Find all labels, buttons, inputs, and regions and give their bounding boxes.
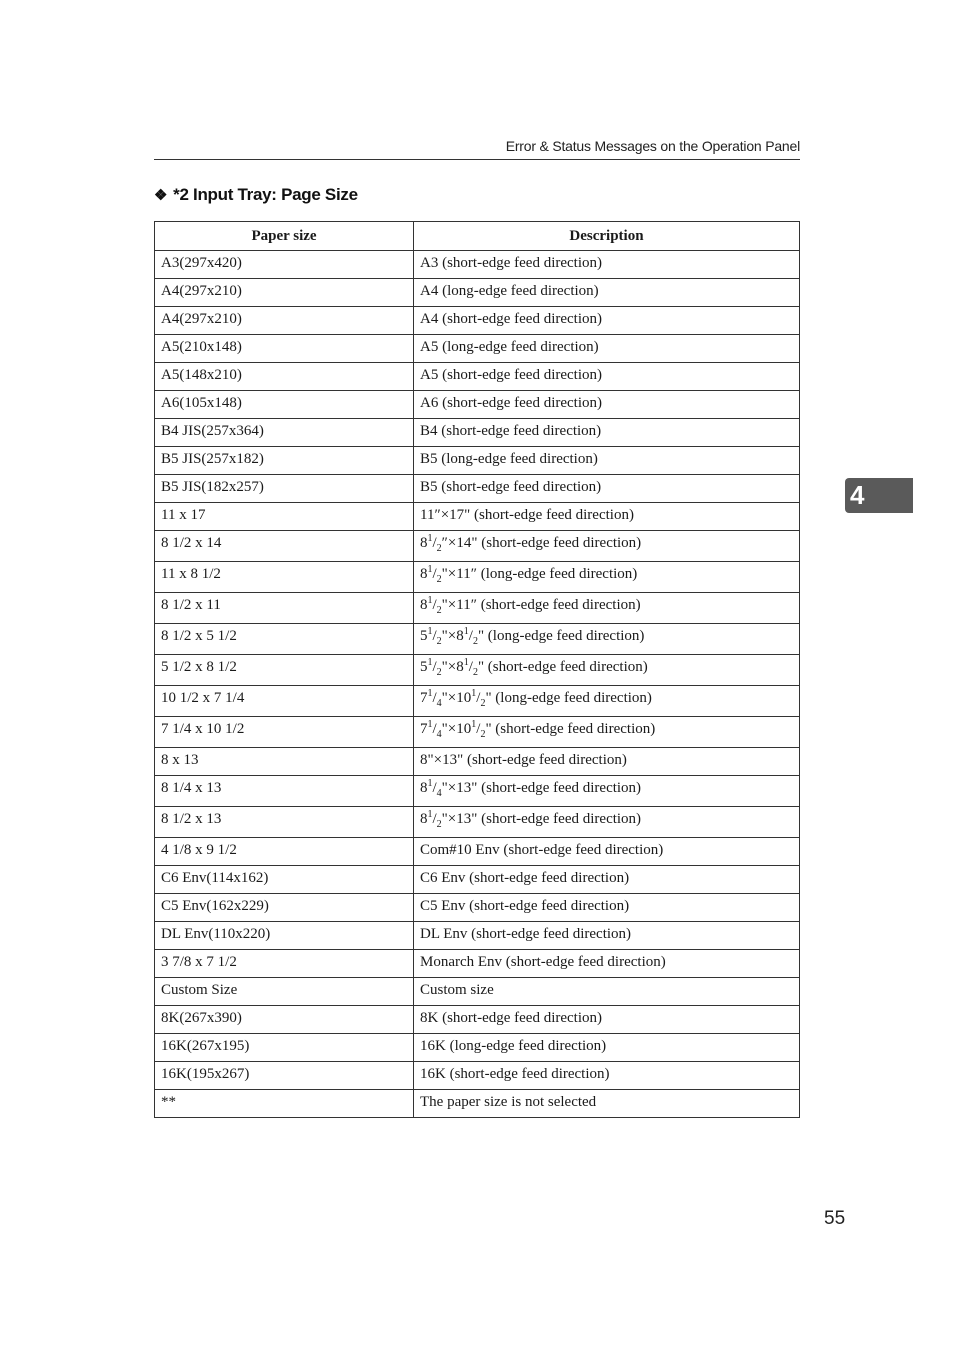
paper-size-cell: A4(297x210) xyxy=(155,279,414,307)
description-cell: The paper size is not selected xyxy=(414,1090,800,1118)
paper-size-table xyxy=(154,221,800,1118)
paper-size-cell: 8 1/2 x 5 1/2 xyxy=(155,624,414,655)
fraction-numerator: 1 xyxy=(427,533,433,544)
description-cell: B5 (short-edge feed direction) xyxy=(414,475,800,503)
description-cell: C5 Env (short-edge feed direction) xyxy=(414,894,800,922)
paper-size-cell: 8 x 13 xyxy=(155,748,414,776)
description-cell: C6 Env (short-edge feed direction) xyxy=(414,866,800,894)
fraction-denominator: 2 xyxy=(436,819,442,830)
paper-size-cell: Custom Size xyxy=(155,978,414,1006)
paper-size-cell: 10 1/2 x 7 1/4 xyxy=(155,686,414,717)
fraction-whole: 8 xyxy=(420,597,428,613)
fraction-denominator: 2 xyxy=(480,698,486,709)
column-header-paper-size: Paper size xyxy=(155,222,414,251)
table-row xyxy=(155,503,800,531)
table-row xyxy=(155,251,800,279)
fraction-denominator: 2 xyxy=(472,636,478,647)
paper-size-cell: 8 1/2 x 14 xyxy=(155,531,414,562)
description-text: " (short-edge feed direction) xyxy=(485,721,656,737)
description-cell: A5 (short-edge feed direction) xyxy=(414,363,800,391)
table-row xyxy=(155,866,800,894)
table-row xyxy=(155,1062,800,1090)
description-cell: 8"×13" (short-edge feed direction) xyxy=(414,748,800,776)
fraction-slash: / xyxy=(432,811,437,827)
fraction-slash: / xyxy=(432,566,437,582)
paper-size-cell: ** xyxy=(155,1090,414,1118)
description-cell: A4 (short-edge feed direction) xyxy=(414,307,800,335)
description-text: ″×14" (short-edge feed direction) xyxy=(441,535,642,551)
fraction-numerator: 1 xyxy=(463,626,469,637)
description-cell xyxy=(414,624,800,655)
diamond-bullet-icon: ❖ xyxy=(154,187,168,204)
table-row xyxy=(155,838,800,866)
paper-size-cell: 8 1/2 x 13 xyxy=(155,807,414,838)
fraction-numerator: 1 xyxy=(427,626,433,637)
fraction-slash: / xyxy=(432,780,437,796)
fraction-denominator: 2 xyxy=(436,574,442,585)
fraction-slash: / xyxy=(476,721,481,737)
table-row xyxy=(155,686,800,717)
table-header-row xyxy=(155,222,800,251)
description-cell xyxy=(414,655,800,686)
description-cell xyxy=(414,562,800,593)
paper-size-cell: A6(105x148) xyxy=(155,391,414,419)
table-row xyxy=(155,624,800,655)
paper-size-cell: A5(210x148) xyxy=(155,335,414,363)
fraction-slash: / xyxy=(468,628,473,644)
description-cell xyxy=(414,531,800,562)
paper-size-cell: A5(148x210) xyxy=(155,363,414,391)
table-row xyxy=(155,922,800,950)
description-text: "×11″ (long-edge feed direction) xyxy=(441,566,638,582)
table-row xyxy=(155,307,800,335)
page-number: 55 xyxy=(824,1208,846,1229)
fraction-slash: / xyxy=(432,659,437,675)
fraction-slash: / xyxy=(432,628,437,644)
fraction-slash: / xyxy=(432,535,437,551)
paper-size-cell: B5 JIS(257x182) xyxy=(155,447,414,475)
fraction-whole: 8 xyxy=(420,566,428,582)
fraction-whole: 7 xyxy=(420,690,428,706)
paper-size-cell: 3 7/8 x 7 1/2 xyxy=(155,950,414,978)
fraction-slash: / xyxy=(432,690,437,706)
fraction-slash: / xyxy=(432,597,437,613)
fraction-denominator: 2 xyxy=(436,667,442,678)
description-cell: A6 (short-edge feed direction) xyxy=(414,391,800,419)
description-cell: A4 (long-edge feed direction) xyxy=(414,279,800,307)
table-row xyxy=(155,776,800,807)
fraction-slash: / xyxy=(468,659,473,675)
description-cell xyxy=(414,776,800,807)
description-text: " (short-edge feed direction) xyxy=(477,659,648,675)
table-row xyxy=(155,1034,800,1062)
paper-size-cell: C6 Env(114x162) xyxy=(155,866,414,894)
paper-size-cell: B5 JIS(182x257) xyxy=(155,475,414,503)
column-header-description: Description xyxy=(414,222,800,251)
description-text: "×13" (short-edge feed direction) xyxy=(441,811,642,827)
description-text: "×11″ (short-edge feed direction) xyxy=(441,597,641,613)
fraction-numerator: 1 xyxy=(427,657,433,668)
paper-size-cell: 16K(267x195) xyxy=(155,1034,414,1062)
fraction-denominator: 2 xyxy=(436,543,442,554)
paper-size-cell: A4(297x210) xyxy=(155,307,414,335)
table-row xyxy=(155,807,800,838)
table-row xyxy=(155,1006,800,1034)
table-row xyxy=(155,335,800,363)
fraction-denominator: 4 xyxy=(436,788,442,799)
paper-size-cell: DL Env(110x220) xyxy=(155,922,414,950)
section-title: *2 Input Tray: Page Size xyxy=(173,185,358,204)
fraction-whole: 8 xyxy=(420,780,428,796)
fraction-denominator: 2 xyxy=(436,636,442,647)
table-row xyxy=(155,562,800,593)
fraction-numerator: 1 xyxy=(471,688,477,699)
table-row xyxy=(155,950,800,978)
paper-size-cell: 8K(267x390) xyxy=(155,1006,414,1034)
paper-size-cell: 11 x 17 xyxy=(155,503,414,531)
section-heading xyxy=(154,185,358,205)
description-cell: A5 (long-edge feed direction) xyxy=(414,335,800,363)
table-row xyxy=(155,447,800,475)
fraction-slash: / xyxy=(432,721,437,737)
description-cell: 16K (long-edge feed direction) xyxy=(414,1034,800,1062)
description-text: " (long-edge feed direction) xyxy=(477,628,645,644)
paper-size-cell: C5 Env(162x229) xyxy=(155,894,414,922)
fraction-numerator: 1 xyxy=(427,719,433,730)
header-rule xyxy=(154,159,800,160)
table-row xyxy=(155,531,800,562)
description-text: "×13" (short-edge feed direction) xyxy=(441,780,642,796)
description-cell xyxy=(414,807,800,838)
table-row xyxy=(155,978,800,1006)
fraction-numerator: 1 xyxy=(471,719,477,730)
fraction-numerator: 1 xyxy=(427,778,433,789)
fraction-whole: 8 xyxy=(420,811,428,827)
fraction-numerator: 1 xyxy=(427,688,433,699)
table-row xyxy=(155,475,800,503)
fraction-denominator: 2 xyxy=(436,605,442,616)
paper-size-cell: 5 1/2 x 8 1/2 xyxy=(155,655,414,686)
fraction-whole: "×8 xyxy=(441,659,464,675)
chapter-tab: 4 xyxy=(845,478,913,513)
description-cell: Custom size xyxy=(414,978,800,1006)
fraction-slash: / xyxy=(476,690,481,706)
description-cell xyxy=(414,717,800,748)
paper-size-cell: 16K(195x267) xyxy=(155,1062,414,1090)
fraction-denominator: 2 xyxy=(480,729,486,740)
table-row xyxy=(155,655,800,686)
fraction-denominator: 4 xyxy=(436,698,442,709)
paper-size-cell: A3(297x420) xyxy=(155,251,414,279)
table-row xyxy=(155,593,800,624)
description-cell: A3 (short-edge feed direction) xyxy=(414,251,800,279)
fraction-numerator: 1 xyxy=(427,564,433,575)
fraction-denominator: 4 xyxy=(436,729,442,740)
table-row xyxy=(155,363,800,391)
description-cell: Com#10 Env (short-edge feed direction) xyxy=(414,838,800,866)
description-cell: B5 (long-edge feed direction) xyxy=(414,447,800,475)
paper-size-cell: 7 1/4 x 10 1/2 xyxy=(155,717,414,748)
paper-size-cell: 4 1/8 x 9 1/2 xyxy=(155,838,414,866)
fraction-whole: "×10 xyxy=(441,690,472,706)
fraction-whole: "×8 xyxy=(441,628,464,644)
description-cell: 11″×17" (short-edge feed direction) xyxy=(414,503,800,531)
description-cell xyxy=(414,593,800,624)
description-cell: DL Env (short-edge feed direction) xyxy=(414,922,800,950)
description-cell: 8K (short-edge feed direction) xyxy=(414,1006,800,1034)
table-row xyxy=(155,419,800,447)
description-cell: 16K (short-edge feed direction) xyxy=(414,1062,800,1090)
fraction-denominator: 2 xyxy=(472,667,478,678)
description-cell xyxy=(414,686,800,717)
description-cell: Monarch Env (short-edge feed direction) xyxy=(414,950,800,978)
fraction-numerator: 1 xyxy=(427,595,433,606)
fraction-whole: 5 xyxy=(420,659,428,675)
table-row xyxy=(155,279,800,307)
paper-size-cell: 8 1/2 x 11 xyxy=(155,593,414,624)
table-row xyxy=(155,1090,800,1118)
table-row xyxy=(155,717,800,748)
fraction-numerator: 1 xyxy=(427,809,433,820)
table-row xyxy=(155,391,800,419)
fraction-whole: "×10 xyxy=(441,721,472,737)
paper-size-cell: 11 x 8 1/2 xyxy=(155,562,414,593)
fraction-whole: 7 xyxy=(420,721,428,737)
fraction-whole: 8 xyxy=(420,535,428,551)
fraction-whole: 5 xyxy=(420,628,428,644)
table-row xyxy=(155,748,800,776)
running-header: Error & Status Messages on the Operation Panel xyxy=(505,138,800,154)
description-cell: B4 (short-edge feed direction) xyxy=(414,419,800,447)
paper-size-cell: 8 1/4 x 13 xyxy=(155,776,414,807)
description-text: " (long-edge feed direction) xyxy=(485,690,652,706)
paper-size-cell: B4 JIS(257x364) xyxy=(155,419,414,447)
table-row xyxy=(155,894,800,922)
fraction-numerator: 1 xyxy=(463,657,469,668)
